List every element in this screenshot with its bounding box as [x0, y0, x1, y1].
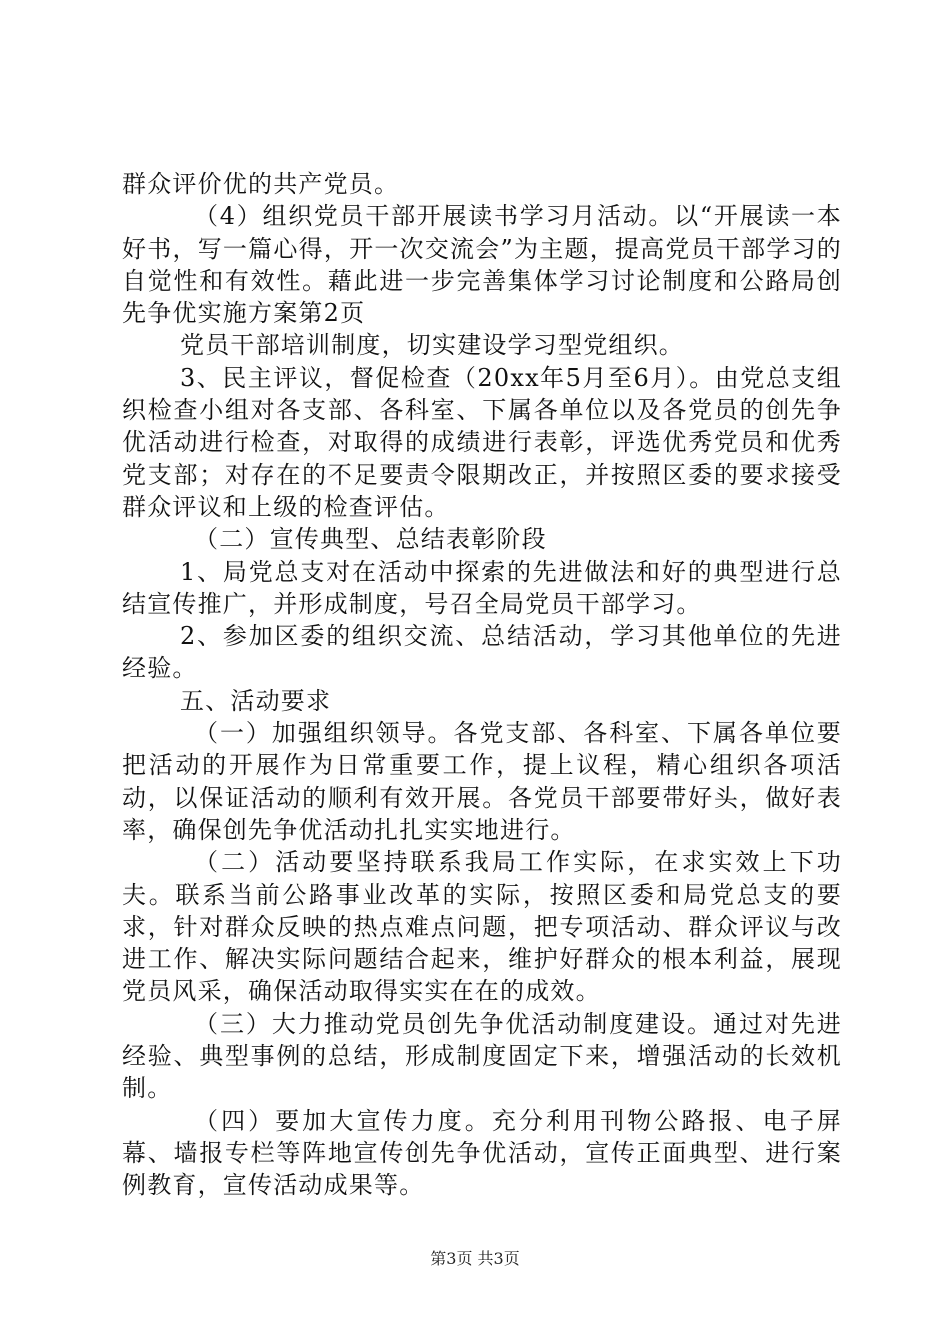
page-number-footer: 第3页 共3页: [430, 1249, 520, 1268]
paragraph-publicity-2: 2、参加区委的组织交流、总结活动，学习其他单位的先进经验。: [122, 622, 842, 683]
paragraph-requirement-2: （二）活动要坚持联系我局工作实际，在求实效上下功夫。联系当前公路事业改革的实际，按照区委和局党总支的要求，针对群众反映的热点难点问题，把专项活动、群众评议与改进工作、解决实际问题结合起来，维护好群众的根本利益，展现党员风采，确保活动取得实实在在的成效。: [122, 848, 842, 1006]
paragraph-democratic-review: 3、民主评议，督促检查（20xx年5月至6月）。由党总支组织检查小组对各支部、各科室、下属各单位以及各党员的创先争优活动进行检查，对取得的成绩进行表彰，评选优秀党员和优秀党支部；对存在的不足要责令限期改正，并按照区委的要求接受群众评议和上级的检查评估。: [122, 363, 842, 521]
paragraph-publicity-1: 1、局党总支对在活动中探索的先进做法和好的典型进行总结宣传推广，并形成制度，号召全局党员干部学习。: [122, 557, 842, 618]
paragraph-continuation: 群众评价优的共产党员。: [122, 170, 400, 198]
document-body: [122, 168, 842, 1202]
paragraph-training-system: 党员干部培训制度，切实建设学习型党组织。: [180, 331, 684, 360]
section-heading-publicity: （二）宣传典型、总结表彰阶段: [194, 525, 547, 554]
paragraph-requirement-3: （三）大力推动党员创先争优活动制度建设。通过对先进经验、典型事例的总结，形成制度固定下来，增强活动的长效机制。: [122, 1009, 842, 1103]
section-heading-requirements: 五、活动要求: [180, 686, 332, 715]
paragraph-requirement-1: （一）加强组织领导。各党支部、各科室、下属各单位要把活动的开展作为日常重要工作，提上议程，精心组织各项活动，以保证活动的顺利有效开展。各党员干部要带好头，做好表率，确保创先争优活动扎扎实实地进行。: [122, 719, 842, 844]
paragraph-requirement-4: （四）要加大宣传力度。充分利用刊物公路报、电子屏幕、墙报专栏等阵地宣传创先争优活动，宣传正面典型、进行案例教育，宣传活动成果等。: [122, 1106, 842, 1200]
paragraph-reading-activity: （4）组织党员干部开展读书学习月活动。以“开展读一本好书，写一篇心得，开一次交流会”为主题，提高党员干部学习的自觉性和有效性。藉此进一步完善集体学习讨论制度和公路局创先争优实施方案第2页: [122, 202, 842, 328]
